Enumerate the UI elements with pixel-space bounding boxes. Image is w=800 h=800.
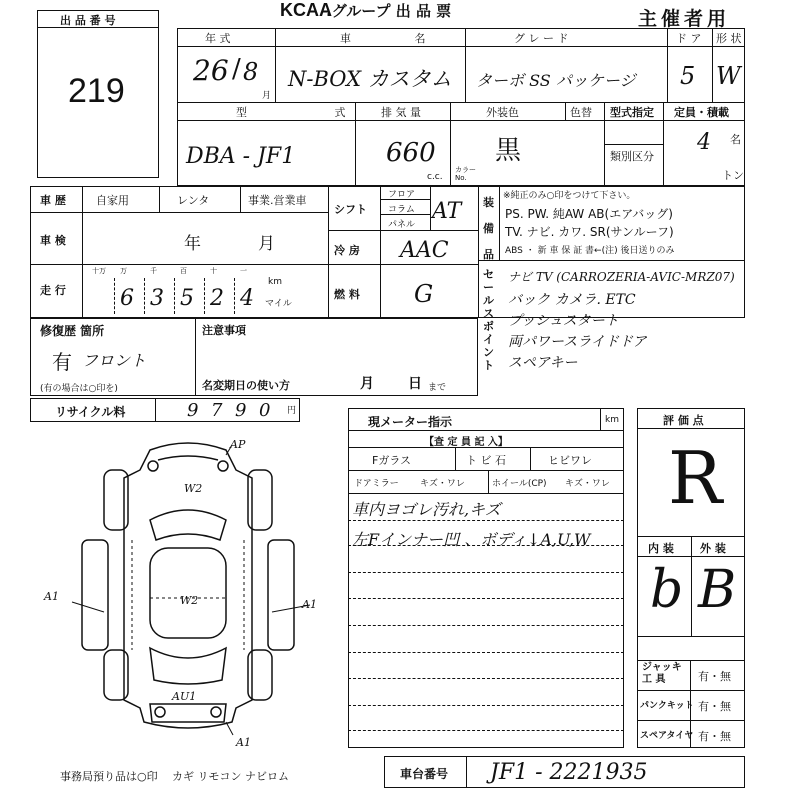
- fuel-label: 燃 料: [334, 288, 360, 301]
- shift-value: AT: [432, 199, 462, 224]
- door-mirror: ドアミラー: [354, 479, 399, 489]
- shift-panel[interactable]: パネル: [388, 220, 416, 230]
- shift-column[interactable]: コラム: [388, 205, 415, 215]
- diagram-mark: A1: [236, 736, 251, 749]
- header-model: 型 式: [236, 106, 388, 119]
- equipment-side-label: 装 備 品: [483, 196, 494, 261]
- header-model-cert: 型式指定: [610, 106, 654, 119]
- repair-note: (有の場合は○印を): [40, 384, 118, 394]
- history-private[interactable]: 自家用: [96, 194, 129, 207]
- exterior-score: B: [698, 560, 737, 620]
- doors-value: 5: [680, 62, 696, 90]
- fuel-value: G: [414, 280, 434, 308]
- car-name: N-BOX カスタム: [288, 67, 452, 91]
- header-category: 類別区分: [610, 150, 654, 163]
- diagram-mark: W2: [184, 482, 203, 495]
- selling-point: バック カメラ. ETC: [508, 292, 636, 308]
- deadline-day: 日: [408, 376, 422, 392]
- mileage-digit-label: 十: [210, 267, 217, 275]
- mileage-digit: 2: [210, 286, 224, 311]
- selling-point: プッシュスタート: [508, 313, 619, 329]
- deadline-month: 月: [360, 376, 374, 392]
- mileage-digit-label: 千: [150, 267, 157, 275]
- mileage-digit: 5: [180, 286, 194, 311]
- meter-km-unit: km: [605, 415, 619, 425]
- inspection-month: 月: [258, 234, 275, 254]
- month-value: 8: [243, 58, 259, 86]
- model-value: DBA - JF1: [186, 144, 296, 169]
- header-capacity: 定員・積載: [674, 106, 729, 119]
- lot-number: 219: [68, 72, 125, 110]
- history-label: 車 歴: [40, 194, 66, 207]
- puncture-label: パンクキット: [640, 701, 694, 711]
- interior-score: b: [650, 560, 684, 620]
- rating-label: 評 価 点: [663, 414, 704, 427]
- meter-label: 現メーター指示: [368, 415, 453, 429]
- color-value: 黒: [495, 136, 522, 166]
- mileage-digit: 6: [120, 286, 134, 311]
- rating-score: R: [668, 436, 723, 520]
- header-displacement: 排 気 量: [381, 106, 421, 119]
- keys-list: カギ リモコン ナビロム: [172, 770, 289, 783]
- header-year: 年 式: [205, 32, 231, 45]
- header-color-change: 色替: [570, 106, 592, 119]
- year-value: 26: [193, 54, 229, 87]
- diagram-mark: AU1: [172, 690, 197, 703]
- diagram-mark: AP: [230, 438, 246, 451]
- kizu-ware-1: キズ・ワレ: [420, 479, 465, 489]
- hibiware: ヒビワレ: [548, 454, 592, 467]
- deadline-suffix: まで: [428, 383, 447, 393]
- selling-point: スペアキー: [508, 355, 578, 371]
- capacity-value: 4: [697, 130, 711, 155]
- repair-value: 有: [52, 350, 72, 374]
- jack-label: ジャッキ 工 具: [642, 662, 682, 685]
- ac-value: AAC: [400, 238, 449, 263]
- exterior-label: 外 装: [700, 542, 726, 555]
- inspection-label: 車 検: [40, 234, 66, 247]
- tobi-ishi: ト ビ 石: [466, 454, 506, 467]
- capacity-unit: 名: [730, 133, 741, 146]
- selling-point: 両パワースライドドア: [508, 334, 647, 350]
- caution-label: 注意事項: [202, 324, 246, 337]
- copy-type: 主催者用: [638, 8, 731, 30]
- header-grade: グ レ ー ド: [514, 32, 569, 45]
- grade-value: ターボ SS パッケージ: [476, 71, 636, 90]
- interior-label: 内 装: [648, 542, 674, 555]
- diagram-mark: W2: [180, 594, 199, 607]
- recycle-unit: 円: [287, 406, 297, 416]
- selling-point: ナビ TV (CARROZERIA-AVIC-MRZ07): [508, 270, 735, 284]
- org-title: .グループ 出 品 票: [326, 2, 452, 20]
- equipment-note: ※純正のみ○印をつけて下さい。: [503, 191, 636, 201]
- shift-label: シフト: [334, 203, 367, 216]
- recycle-digit: 7: [211, 400, 223, 421]
- mileage-label: 走 行: [40, 284, 66, 297]
- shape-value: W: [716, 62, 741, 90]
- mileage-digit: 4: [240, 286, 254, 311]
- mileage-digit-label: 万: [120, 267, 127, 275]
- inspector-comment-2: 左Fインナー凹 、ボディ↓A,U,W: [352, 530, 591, 549]
- repair-label: 修復歴 箇所: [40, 324, 105, 338]
- diagram-mark: A1: [302, 598, 317, 611]
- selling-points-label: セールスポイント: [483, 268, 494, 372]
- header-color: 外装色: [486, 106, 519, 119]
- header-doors: ド ア: [676, 32, 702, 45]
- mile-unit: マイル: [265, 299, 292, 309]
- km-unit: km: [268, 277, 282, 287]
- vin-label: 車台番号: [400, 767, 449, 781]
- mileage-digit: 3: [150, 286, 164, 311]
- inspector-header: 【査 定 員 記 入】: [424, 437, 508, 448]
- ton-unit: トン: [722, 169, 744, 182]
- displacement-value: 660: [386, 138, 436, 168]
- mileage-digit-label: 一: [240, 267, 247, 275]
- deadline-label: 名変期日の使い方: [202, 379, 290, 392]
- equipment-row-2: TV. ナビ. カワ. SR(サンルーフ): [505, 225, 674, 239]
- spare-option[interactable]: 有・無: [698, 730, 731, 743]
- header-car: 車 名: [340, 32, 456, 45]
- spare-label: スペアタイヤ: [640, 731, 694, 741]
- mileage-digit-label: 百: [180, 267, 187, 275]
- cc-unit: c.c.: [427, 172, 443, 182]
- org-logo: KCAA: [280, 0, 332, 20]
- inspector-comment-1: 車内ヨゴレ汚れ,キズ: [352, 500, 501, 519]
- inspection-year: 年: [184, 234, 201, 254]
- jack-option[interactable]: 有・無: [698, 670, 731, 683]
- month-suffix: 月: [262, 91, 272, 101]
- history-business[interactable]: 事業.営業車: [248, 194, 307, 207]
- ac-label: 冷 房: [334, 244, 360, 257]
- vin-value: JF1 - 2221935: [490, 760, 648, 785]
- keys-note: 事務局預り品は○印: [60, 770, 158, 783]
- history-rental[interactable]: レンタ: [177, 194, 210, 207]
- recycle-digit: 9: [235, 400, 247, 421]
- f-glass: Fガラス: [372, 454, 411, 467]
- recycle-label: リサイクル料: [55, 405, 126, 419]
- color-no-label: カラー No.: [455, 166, 476, 182]
- recycle-digit: 9: [187, 400, 199, 421]
- puncture-option[interactable]: 有・無: [698, 700, 731, 713]
- diagram-mark: A1: [44, 590, 59, 603]
- shift-floor[interactable]: フロア: [388, 190, 416, 200]
- recycle-digit: 0: [259, 400, 271, 421]
- equipment-row-3: ABS ・ 新 車 保 証 書←(注) 後日送りのみ: [505, 246, 675, 256]
- header-shape: 形 状: [716, 32, 742, 45]
- kizu-ware-2: キズ・ワレ: [565, 479, 610, 489]
- lot-label: 出 品 番 号: [60, 14, 116, 27]
- wheel-label: ホイール(CP): [492, 479, 547, 489]
- equipment-row-1: PS. PW. 純AW AB(エアバッグ): [505, 207, 673, 221]
- repair-location: フロント: [82, 351, 147, 370]
- mileage-digit-label: 十万: [92, 267, 106, 275]
